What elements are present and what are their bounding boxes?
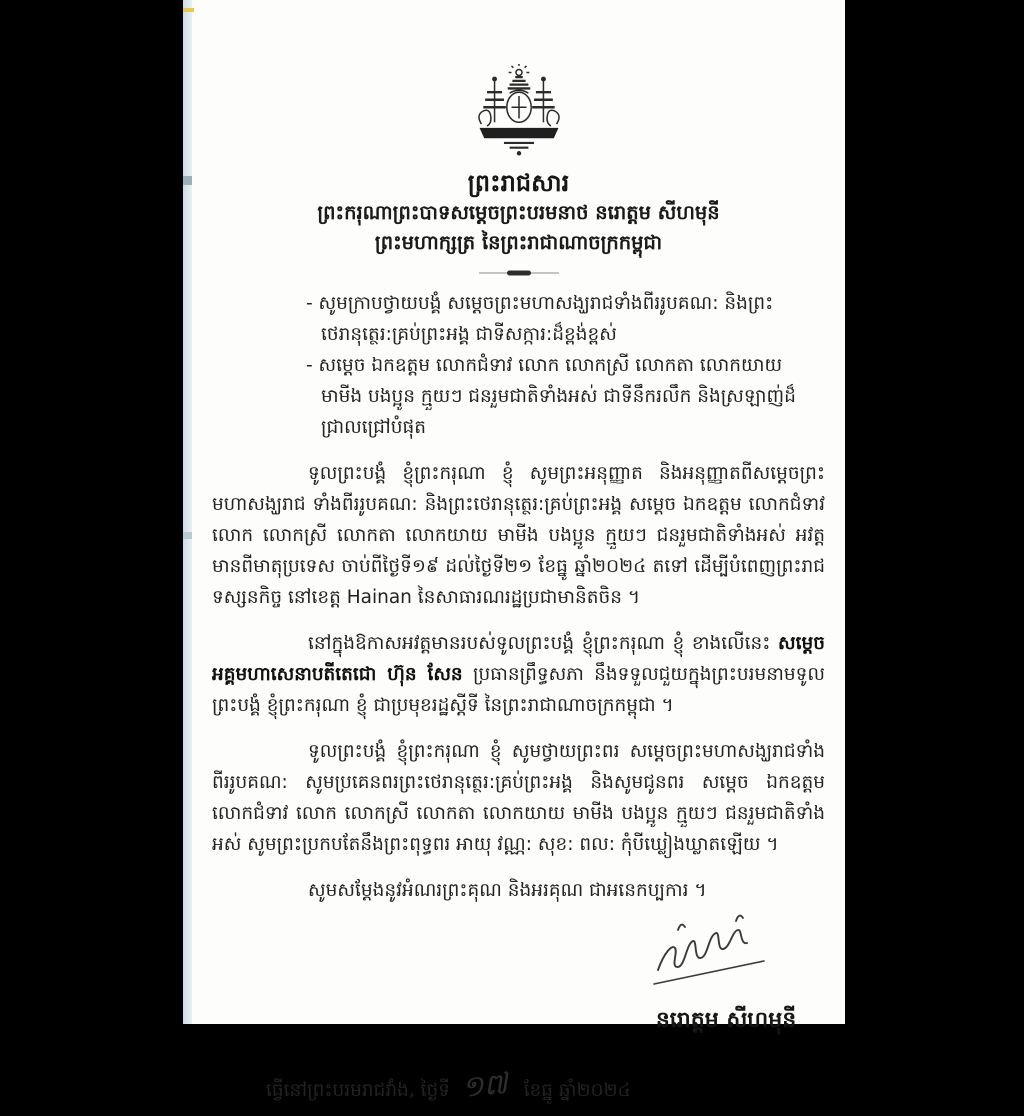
handwritten-day-number: ១៧ bbox=[460, 1066, 509, 1104]
royal-arms-of-cambodia-icon bbox=[210, 64, 827, 162]
date-place-prefix: ធ្វើនៅព្រះបរមរាជវាំង, ថ្ងៃទី bbox=[266, 1079, 450, 1101]
handwritten-royal-signature-icon bbox=[648, 918, 770, 996]
king-full-royal-name: ព្រះករុណាព្រះបាទសម្តេចព្រះបរមនាថ នរោត្តម សីហមុនី bbox=[317, 201, 720, 224]
paragraph-acting-head-of-state bbox=[212, 628, 825, 721]
closing-line: សូមសម្តែងនូវអំណរព្រះគុណ និងអរគុណ ជាអនេកប្បការ ។ bbox=[308, 880, 707, 901]
paragraph-blessings: ទូលព្រះបង្គំ ខ្ញុំព្រះករុណា ខ្ញុំ សូមថ្វាយព្រះពរ សម្តេចព្រះមហាសង្ឃរាជទាំងពីររូបគណ: សូមប្រគេនពរព្រះថេរានុត្ថេរ:គ្រប់ព្រះអង្គ និងសូមជូនពរ សម្តេច ឯកឧត្តម លោកជំទាវ លោក លោកស្រី លោកតា លោកយាយ មាមីង បងប្អូន ក្មួយៗ ជនរួមជាតិទាំងអស់ សូមព្រះប្រកបតែនឹងព្រះពុទ្ធពរ អាយុ វណ្ណ: សុខ: ពល: កុំបីឃ្លៀងឃ្លាតឡើយ ។ bbox=[212, 741, 825, 855]
senate-president-title: សម្តេចអគ្គមហាសេនាបតីតេជោ bbox=[212, 633, 825, 685]
scanned-document-page bbox=[183, 0, 845, 1104]
salutation-list bbox=[306, 288, 826, 443]
paragraph-travel-announcement: ទូលព្រះបង្គំ ខ្ញុំព្រះករុណា ខ្ញុំ សូមព្រះអនុញ្ញាត និងអនុញ្ញាតពីសម្តេចព្រះមហាសង្ឃរាជ ទាំងពីររូបគណ: និងព្រះថេរានុត្ថេរ:គ្រប់ព្រះអង្គ សម្តេច ឯកឧត្តម លោកជំទាវ លោក លោកស្រី លោកតា លោកយាយ មាមីង បងប្អូន ក្មួយៗ ជនរួមជាតិទាំងអស់ អវត្តមានពីមាតុប្រទេស ចាប់ពីថ្ងៃទី១៩ ដល់ថ្ងៃទី២១ ខែធ្នូ ឆ្នាំ២០២៤ តទៅ ដើម្បីបំពេញព្រះរាជទស្សនកិច្ច នៅខេត្ត Hainan នៃសាធារណរដ្ឋប្រជាមានិតចិន ។ bbox=[212, 463, 825, 608]
salutation-item: - សូមក្រាបថ្វាយបង្គំ សម្តេចព្រះមហាសង្ឃរាជទាំងពីររូបគណ: និងព្រះថេរានុត្ថេរ:គ្រប់ព្រះអង្គ ជាទីសក្ការ:ដ៏ខ្ពង់ខ្ពស់ bbox=[306, 293, 774, 345]
senate-president-name: ហ៊ុន សែន bbox=[387, 664, 463, 685]
letter-content bbox=[183, 0, 845, 1104]
paragraph-text-segment: នៅក្នុងឱកាសអវត្តមានរបស់ទូលព្រះបង្គំ ខ្ញុំព្រះករុណា ខ្ញុំ ខាងលើនេះ bbox=[308, 633, 779, 654]
salutation-item: - សម្តេច ឯកឧត្តម លោកជំទាវ លោក លោកស្រី លោកតា លោកយាយ មាមីង បងប្អូន ក្មួយៗ ជនរួមជាតិទាំងអស់ ជាទីនឹករលឹក និងស្រឡាញ់ដ៏ជ្រាលជ្រៅបំផុត bbox=[306, 355, 796, 438]
king-title-line: ព្រះមហាក្សត្រ នៃព្រះរាជាណាចក្រកម្ពុជា bbox=[374, 231, 663, 254]
document-title: ព្រះរាជសារ bbox=[467, 169, 570, 197]
paragraph-text-segment: ប្រធានព្រឹទ្ធសភា នឹងទទួលជួយក្នុងព្រះបរមនាមទូលព្រះបង្គំ ខ្ញុំព្រះករុណា ខ្ញុំ ជាប្រមុខរដ្ឋស្តីទី នៃព្រះរាជាណាចក្រកម្ពុជា ។ bbox=[212, 664, 825, 716]
signature-printed-name: នរោត្តម សីហមុនី bbox=[655, 1008, 797, 1033]
signature-block bbox=[210, 906, 827, 1056]
date-line bbox=[266, 1068, 827, 1116]
date-month-year: ខែធ្នូ ឆ្នាំ២០២៤ bbox=[523, 1079, 631, 1101]
title-divider-ornament bbox=[210, 262, 827, 272]
